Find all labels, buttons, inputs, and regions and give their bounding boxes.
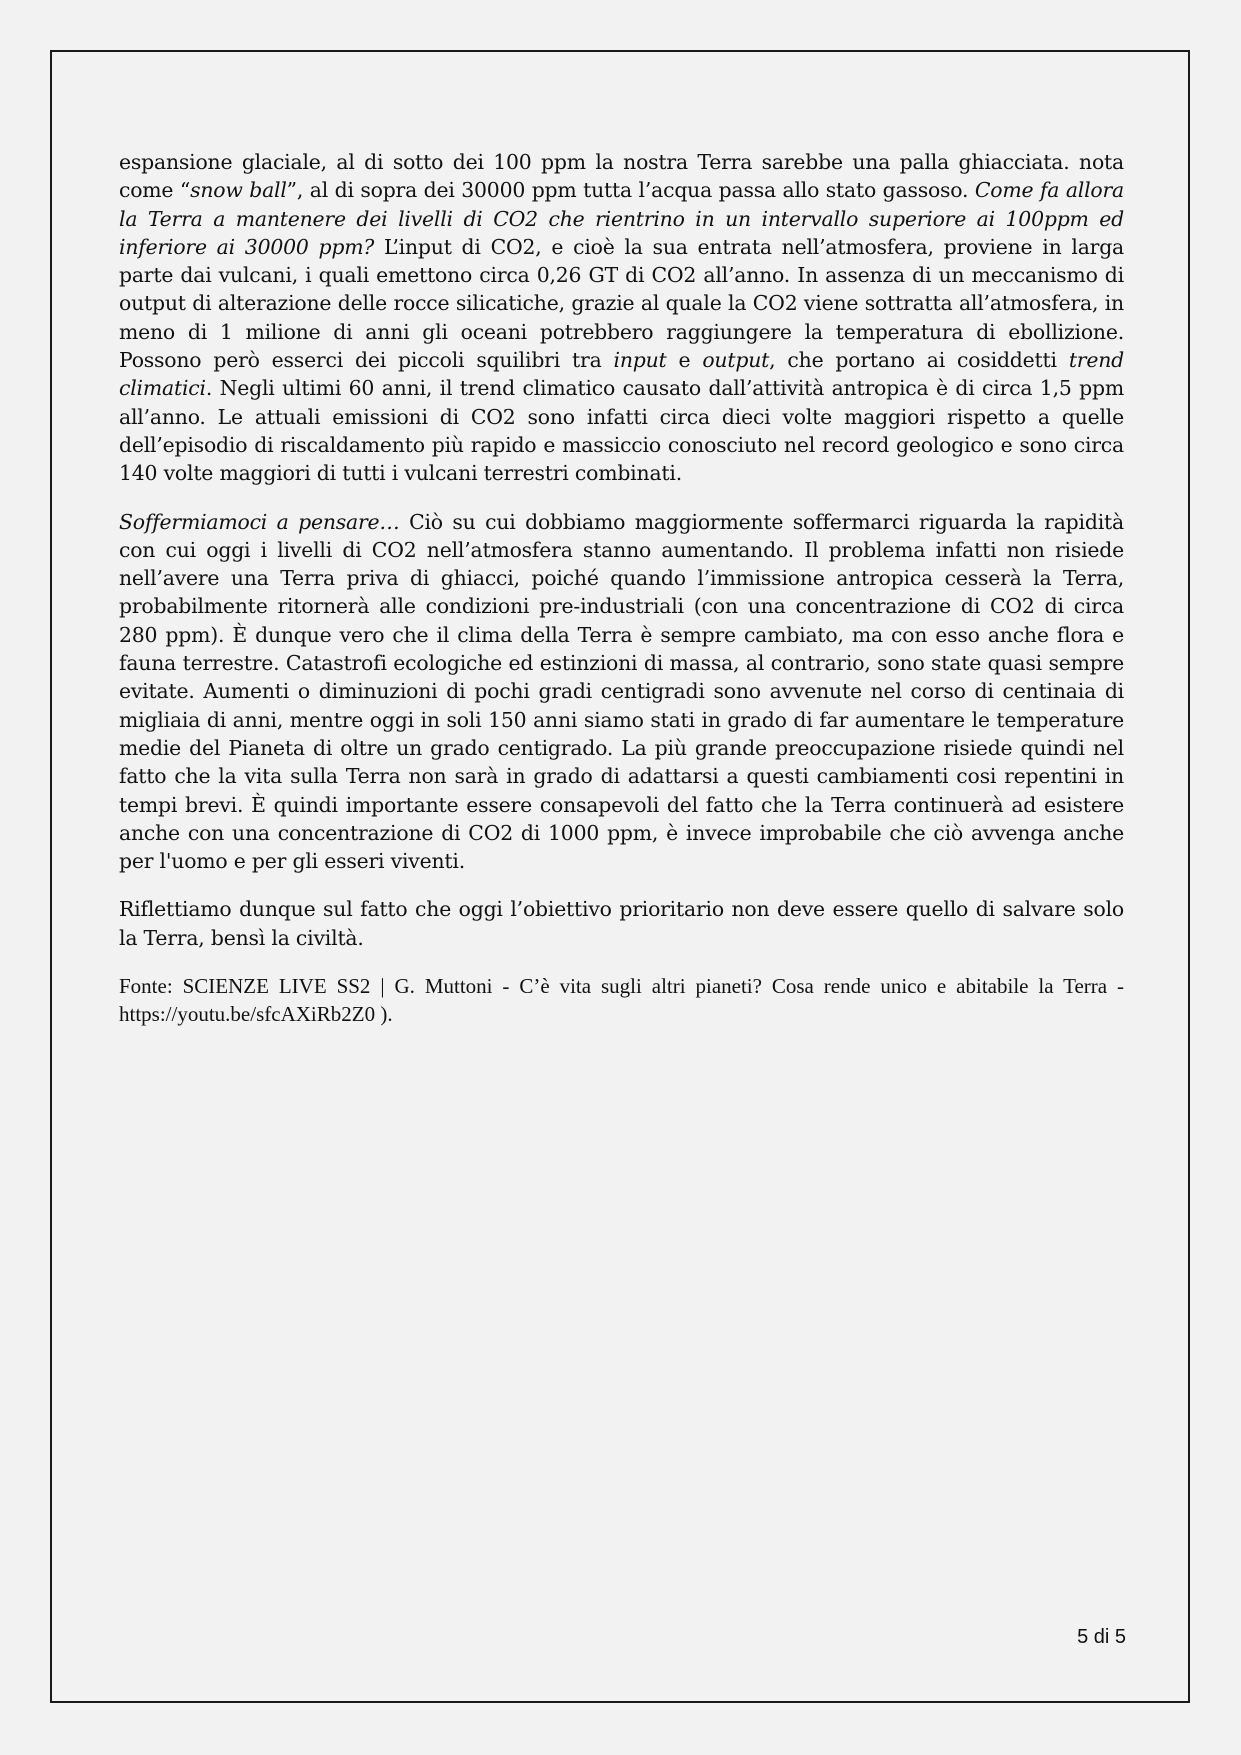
text-segment: espansione glaciale, al di sotto dei 100 ppm la nostra Terra sarebbe una palla ghiacciata. nota come “ <box>119 150 1124 203</box>
italic-text-output: output <box>702 348 770 373</box>
document-body <box>119 148 1124 1028</box>
italic-text-snow-ball: snow ball <box>190 178 287 203</box>
italic-text-input: input <box>613 348 667 373</box>
text-segment: e <box>666 348 703 373</box>
text-segment: . Negli ultimi 60 anni, il trend climatico causato dall’attività antropica è di circa 1,5 ppm all’anno. Le attuali emissioni di CO2 sono infatti circa dieci volte maggiori rispetto a quelle dell’episodio di riscaldamento più rapido e massiccio conosciuto nel record geologico e sono circa 140 volte maggiori di tutti i vulcani terrestri combinati. <box>119 376 1124 486</box>
text-segment: Riflettiamo dunque sul fatto che oggi l’obiettivo prioritario non deve essere quello di salvare solo la Terra, bensì la civiltà. <box>119 897 1124 950</box>
text-segment: ”, al di sopra dei 30000 ppm tutta l’acqua passa allo stato gassoso. <box>286 178 975 203</box>
text-segment: , che portano ai cosiddetti <box>769 348 1069 373</box>
paragraph-conclusion <box>119 895 1124 952</box>
text-segment: Ciò su cui dobbiamo maggiormente soffermarci riguarda la rapidità con cui oggi i livelli di CO2 nell’atmosfera stanno aumentando. Il problema infatti non risiede nell’avere una Terra priva di ghiacci, poiché quando l’immissione antropica cesserà la Terra, probabilmente ritornerà alle condizioni pre-industriali (con una concentrazione di CO2 di circa 280 ppm). È dunque vero che il clima della Terra è sempre cambiato, ma con esso anche flora e fauna terrestre. Catastrofi ecologiche ed estinzioni di massa, al contrario, sono state quasi sempre evitate. Aumenti o diminuzioni di pochi gradi centigradi sono avvenute nel corso di centinaia di migliaia di anni, mentre oggi in soli 150 anni siamo stati in grado di far aumentare le temperature medie del Pianeta di oltre un grado centigrado. La più grande preoccupazione risiede quindi nel fatto che la vita sulla Terra non sarà in grado di adattarsi a questi cambiamenti cosi repentini in tempi brevi. È quindi importante essere consapevoli del fatto che la Terra continuerà ad esistere anche con una concentrazione di CO2 di 1000 ppm, è invece improbabile che ciò avvenga anche per l'uomo e per gli esseri viventi. <box>119 509 1124 874</box>
italic-text-trend-climatici: trend climatici <box>119 348 1125 401</box>
italic-question: Come fa allora la Terra a mantenere dei livelli di CO2 che rientrino in un intervallo superiore ai 100ppm ed inferiore ai 30000 ppm? <box>119 178 1125 259</box>
paragraph-co2-levels <box>119 148 1124 488</box>
text-segment: L’input di CO2, e cioè la sua entrata nell’atmosfera, proviene in larga parte dai vulcani, i quali emettono circa 0,26 GT di CO2 all’anno. In assenza di un meccanismo di output di alterazione delle rocce silicatiche, grazie al quale la CO2 viene sottratta all’atmosfera, in meno di 1 milione di anni gli oceani potrebbero raggiungere la temperatura di ebollizione. Possono però esserci dei piccoli squilibri tra <box>119 234 1125 373</box>
source-citation: Fonte: SCIENZE LIVE SS2 | G. Muttoni - C’è vita sugli altri pianeti? Cosa rende unico e abitabile la Terra - https://youtu.be/sfcAXiRb2Z0 ). <box>119 974 1124 1027</box>
page-number: 5 di 5 <box>1077 1626 1126 1648</box>
italic-text-soffermiamoci: Soffermiamoci a pensare… <box>119 509 400 534</box>
paragraph-reflection <box>119 508 1124 876</box>
